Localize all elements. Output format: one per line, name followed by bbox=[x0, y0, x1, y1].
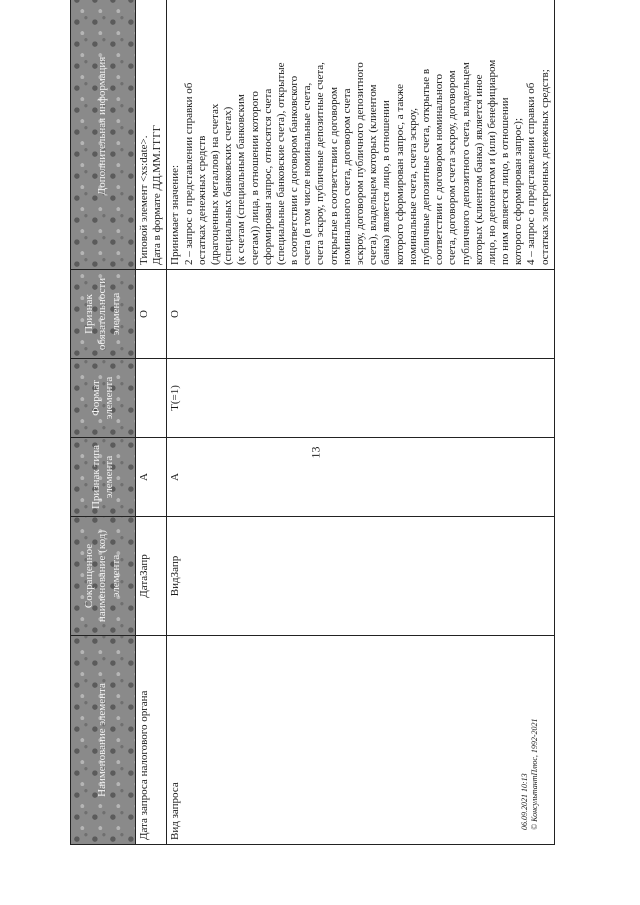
info-line: счета эскроу, публичные депозитные счета, bbox=[314, 62, 327, 265]
cell-type: А bbox=[136, 438, 167, 517]
footer-copyright: © КонсультантПлюс, 1992-2021 bbox=[530, 718, 540, 830]
cell-name: Вид запроса bbox=[167, 636, 554, 845]
table-header-row bbox=[71, 0, 136, 845]
info-line: открытые в соответствии с договором bbox=[327, 87, 340, 265]
info-line: по ним является лицо, в отношении bbox=[499, 97, 512, 265]
header-element-type: Признак типа элемента bbox=[71, 438, 136, 517]
cell-required: О bbox=[136, 270, 167, 359]
info-line: публичные депозитные счета, открытые в bbox=[419, 68, 432, 265]
info-line: счета (в том числе номинальные счета, bbox=[301, 82, 314, 265]
info-line: счета), владельцем которых (клиентом bbox=[367, 84, 380, 265]
info-line: 4 – запрос о представлении справки об bbox=[525, 82, 538, 265]
info-line: (специальные банковские счета), открытые bbox=[274, 62, 287, 265]
info-line: Типовой элемент <xs:date>. bbox=[138, 135, 150, 265]
cell-code: ВидЗапр bbox=[167, 517, 554, 636]
cell-info bbox=[136, 0, 167, 270]
info-line: лицо, но депонентом и (или) бенефициаром bbox=[485, 59, 498, 265]
info-line: 2 – запрос о представлении справки об bbox=[182, 82, 195, 265]
footer-date: 06.09.2021 10:13 bbox=[520, 773, 529, 830]
cell-name: Дата запроса налогового органа bbox=[136, 636, 167, 845]
elements-table bbox=[70, 0, 555, 845]
info-line: остатках электронных денежных средств; bbox=[538, 69, 551, 265]
table-row bbox=[167, 0, 554, 845]
info-line: (специальных банковских счетах) bbox=[222, 106, 235, 265]
info-line: сформирован запрос, относятся счета bbox=[261, 88, 274, 265]
header-element-format: Формат элемента bbox=[71, 359, 136, 438]
cell-format bbox=[136, 359, 167, 438]
info-line: счетам)) лица, в отношении которого bbox=[248, 91, 261, 265]
page-number: 13 bbox=[308, 446, 323, 459]
info-line: эскроу, договором публичного депозитного bbox=[354, 62, 366, 265]
cell-format: Т(=1) bbox=[167, 359, 554, 438]
info-line: номинальные счета, счета эскроу, bbox=[406, 107, 419, 265]
cell-code: ДатаЗапр bbox=[136, 517, 167, 636]
info-line: (драгоценных металлов) на счетах bbox=[208, 103, 221, 265]
header-additional-info: Дополнительная информация bbox=[71, 0, 136, 270]
footer-note bbox=[520, 718, 541, 830]
header-element-name: Наименование элемента bbox=[71, 636, 136, 845]
header-element-code: Сокращенное наименование (код) элемента bbox=[71, 517, 136, 636]
info-line: Принимает значение: bbox=[169, 164, 182, 265]
info-line: Дата в формате ДД.ММ.ГГГГ bbox=[151, 124, 164, 265]
header-element-required: Признак обязательности элемента bbox=[71, 270, 136, 359]
info-line: соответствии с договором номинального bbox=[433, 73, 446, 265]
info-line: счета, договором счета эскроу, договором bbox=[446, 70, 459, 265]
info-line: номинального счета, договором счета bbox=[340, 88, 353, 265]
info-line: в соответствии с договором банковского bbox=[288, 75, 301, 265]
info-line: которого сформирован запрос, а также bbox=[393, 84, 406, 265]
info-line: (к счетам (специальным банковским bbox=[235, 94, 248, 265]
info-line: которого сформирован запрос); bbox=[512, 117, 525, 265]
cell-type: А bbox=[167, 438, 554, 517]
info-line: остатках денежных средств bbox=[195, 135, 208, 265]
info-line: публичного депозитного счета, владельцем bbox=[459, 62, 472, 265]
info-line: банка) является лицо, в отношении bbox=[380, 100, 393, 265]
cell-required: О bbox=[167, 270, 554, 359]
info-line: которых (клиентом банка) является иное bbox=[472, 74, 485, 265]
table-row bbox=[136, 0, 167, 845]
cell-info bbox=[167, 0, 554, 270]
